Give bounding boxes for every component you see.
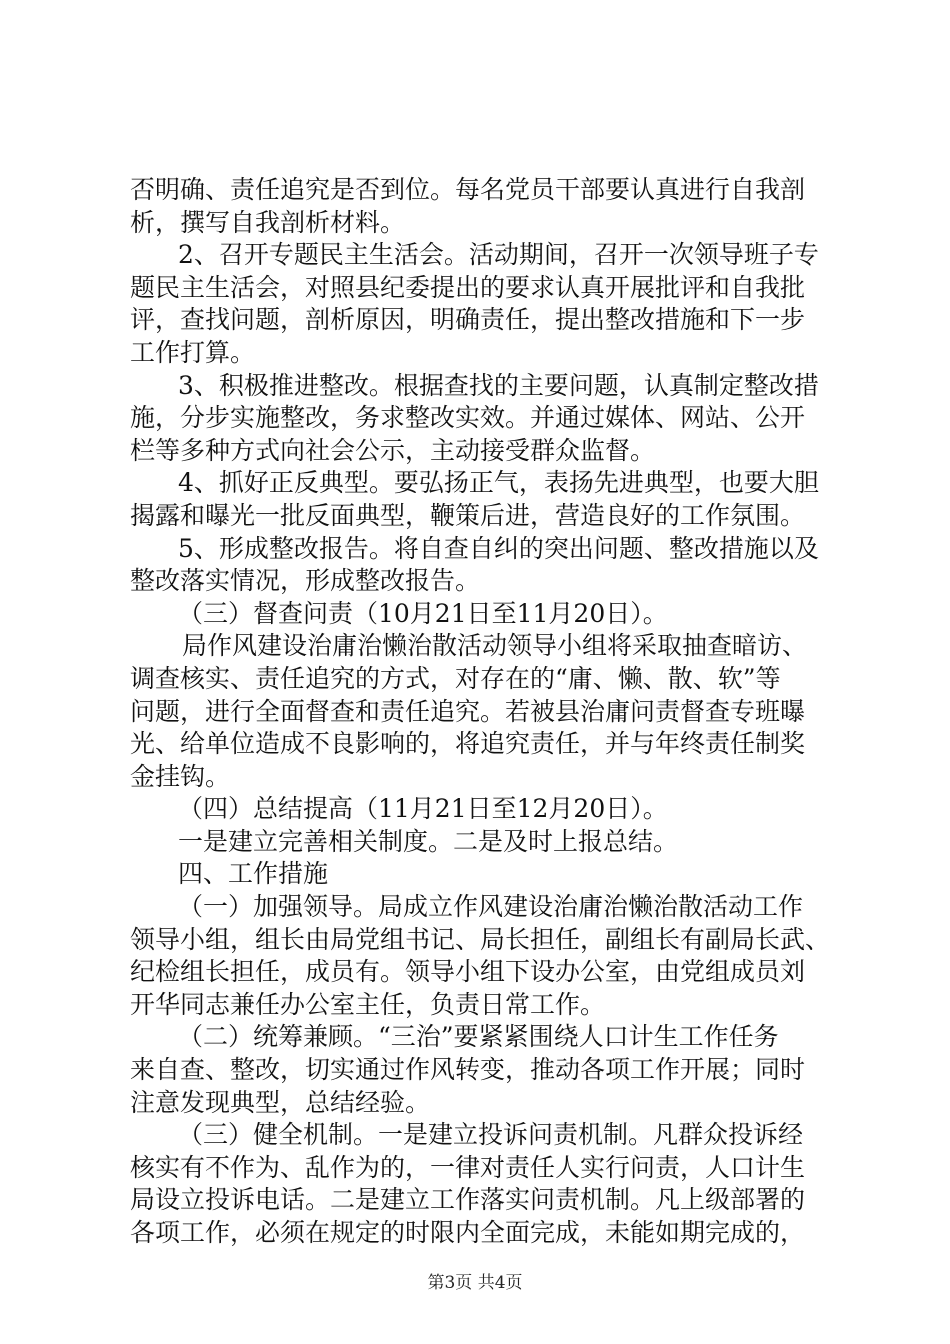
text-line: 揭露和曝光一批反面典型，鞭策后进，营造良好的工作氛围。 [130,500,806,530]
text-line: 各项工作，必须在规定的时限内全面完成，未能如期完成的， [130,1218,806,1247]
text-line: 否明确、责任追究是否到位。每名党员干部要认真进行自我剖 [130,175,806,204]
text-line: 施，分步实施整改，务求整改实效。并通过媒体、网站、公开 [130,403,806,433]
document-body [130,174,830,1250]
text-line: 纪检组长担任，成员有。领导小组下设办公室，由党组成员刘 [130,957,806,987]
text-line: 析，撰写自我剖析材料。 [130,207,406,237]
paragraph-start: （二）统筹兼顾。“三治”要紧紧围绕人口计生工作任务 [178,1022,779,1052]
page-number: 第3页 共4页 [427,1273,523,1293]
text-line: 金挂钩。 [130,761,231,791]
text-line: 注意发现典型，总结经验。 [130,1087,431,1117]
paragraph-start: 局作风建设治庸治懒治散活动领导小组将采取抽查暗访、 [182,631,808,661]
text-line: 问题，进行全面督查和责任追究。若被县治庸问责督查专班曝 [130,696,806,726]
paragraph-start: 4、抓好正反典型。要弘扬正气，表扬先进典型，也要大胆 [178,468,819,498]
text-line: 局设立投诉电话。二是建立工作落实问责机制。凡上级部署的 [130,1185,806,1215]
text-line: 栏等多种方式向社会公示，主动接受群众监督。 [130,435,656,465]
text-line: 工作打算。 [130,337,256,367]
paragraph-start: （三）健全机制。一是建立投诉问责机制。凡群众投诉经 [178,1120,804,1150]
paragraph-start: 5、形成整改报告。将自查自纠的突出问题、整改措施以及 [178,533,819,563]
chapter-heading: 四、工作措施 [178,859,329,889]
paragraph-start: 一是建立完善相关制度。二是及时上报总结。 [178,826,679,856]
text-line: 评，查找问题，剖析原因，明确责任，提出整改措施和下一步 [130,305,806,335]
paragraph-start: 3、积极推进整改。根据查找的主要问题，认真制定整改措 [178,370,819,400]
text-line: 开华同志兼任办公室主任，负责日常工作。 [130,989,606,1019]
page-footer [0,1272,950,1294]
section-heading: （三）督查问责（10月21日至11月20日）。 [178,598,668,628]
text-line: 整改落实情况，形成整改报告。 [130,566,481,596]
text-line: 光、给单位造成不良影响的，将追究责任，并与年终责任制奖 [130,729,806,759]
paragraph-start: 2、召开专题民主生活会。活动期间，召开一次领导班子专 [178,240,819,270]
text-line: 题民主生活会，对照县纪委提出的要求认真开展批评和自我批 [130,272,806,302]
text-line: 核实有不作为、乱作为的，一律对责任人实行问责，人口计生 [130,1152,806,1182]
text-line: 来自查、整改，切实通过作风转变，推动各项工作开展；同时 [130,1055,806,1085]
text-line: 领导小组，组长由局党组书记、局长担任，副组长有副局长武、 [130,924,831,954]
paragraph-start: （一）加强领导。局成立作风建设治庸治懒治散活动工作 [178,892,804,922]
section-heading: （四）总结提高（11月21日至12月20日）。 [178,794,668,824]
text-line: 调查核实、责任追究的方式，对存在的“庸、懒、散、软”等 [130,663,781,693]
